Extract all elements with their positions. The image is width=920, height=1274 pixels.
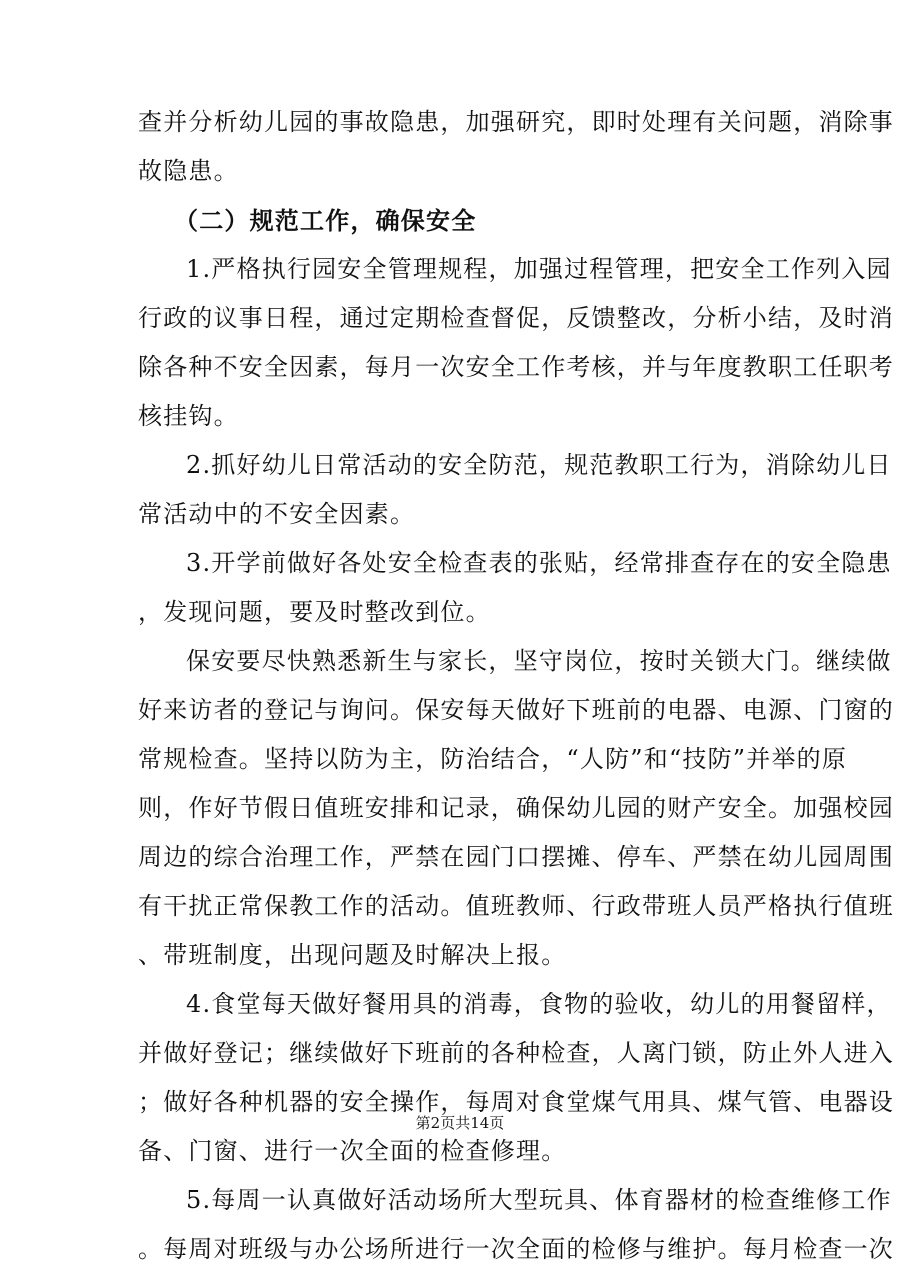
- body-line: ；做好各种机器的安全操作，每周对食堂煤气用具、煤气管、电器设: [138, 1088, 894, 1116]
- body-line: 常规检查。坚持以防为主，防治结合，“人防”和“技防”并举的原: [138, 745, 848, 773]
- paragraph-start-line: 1.严格执行园安全管理规程，加强过程管理，把安全工作列入园: [186, 255, 892, 283]
- body-line: 故隐患。: [138, 157, 239, 185]
- paragraph-start-line: 5.每周一认真做好活动场所大型玩具、体育器材的检查维修工作: [186, 1186, 892, 1214]
- body-line: 备、门窗、进行一次全面的检查修理。: [138, 1137, 567, 1165]
- body-line: 。每周对班级与办公场所进行一次全面的检修与维护。每月检查一次: [138, 1235, 894, 1263]
- body-line: 并做好登记；继续做好下班前的各种检查，人离门锁，防止外人进入: [138, 1039, 894, 1067]
- paragraph-start-line: 2.抓好幼儿日常活动的安全防范，规范教职工行为，消除幼儿日: [186, 451, 892, 479]
- paragraph-start-line: 3.开学前做好各处安全检查表的张贴，经常排查存在的安全隐患: [186, 549, 892, 577]
- body-line: 常活动中的不安全因素。: [138, 500, 416, 528]
- body-line: 、带班制度，出现问题及时解决上报。: [138, 941, 567, 969]
- body-line: ，发现问题，要及时整改到位。: [138, 598, 491, 626]
- paragraph-start-line: 保安要尽快熟悉新生与家长，坚守岗位，按时关锁大门。继续做: [186, 647, 892, 675]
- body-line: 则，作好节假日值班安排和记录，确保幼儿园的财产安全。加强校园: [138, 794, 894, 822]
- body-line: 行政的议事日程，通过定期检查督促，反馈整改，分析小结，及时消: [138, 304, 894, 332]
- body-line: 查并分析幼儿园的事故隐患，加强研究，即时处理有关问题，消除事: [138, 108, 894, 136]
- body-line: 有干扰正常保教工作的活动。值班教师、行政带班人员严格执行值班: [138, 892, 894, 920]
- body-line: 核挂钩。: [138, 402, 239, 430]
- page-number: 第2页共14页: [415, 1114, 505, 1132]
- section-heading: （二）规范工作，确保安全: [174, 206, 477, 235]
- body-line: 周边的综合治理工作，严禁在园门口摆摊、停车、严禁在幼儿园周围: [138, 843, 894, 871]
- body-line: 好来访者的登记与询问。保安每天做好下班前的电器、电源、门窗的: [138, 696, 894, 724]
- paragraph-start-line: 4.食堂每天做好餐用具的消毒，食物的验收，幼儿的用餐留样，: [186, 990, 892, 1018]
- body-line: 除各种不安全因素，每月一次安全工作考核，并与年度教职工任职考: [138, 353, 894, 381]
- document-body: [138, 98, 894, 1274]
